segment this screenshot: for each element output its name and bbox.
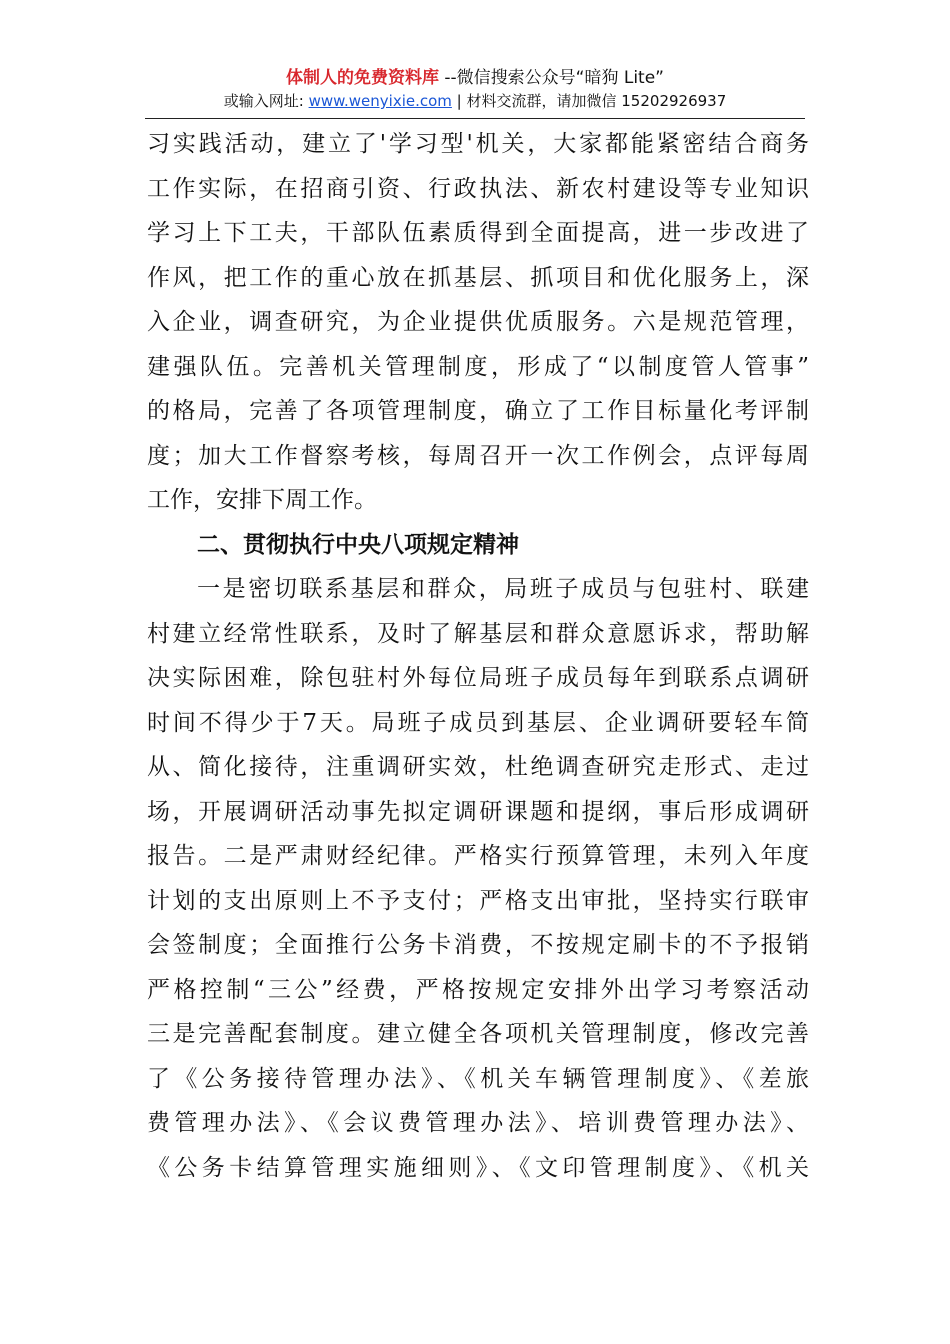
- text-line: 村建立经常性联系，及时了解基层和群众意愿诉求，帮助解: [147, 620, 809, 647]
- header-divider: [145, 118, 805, 119]
- text-line: 工作实际，在招商引资、行政执法、新农村建设等专业知识: [147, 175, 809, 202]
- text-line: 费管理办法》、《会议费管理办法》、培训费管理办法》、: [147, 1110, 809, 1136]
- header-wechat-info: | 材料交流群，请加微信 15202926937: [451, 92, 727, 110]
- text-line: 报告。二是严肃财经纪律。严格实行预算管理，未列入年度: [147, 843, 809, 869]
- text-line: 一是密切联系基层和群众，局班子成员与包驻村、联建: [197, 576, 809, 602]
- text-line: 计划的支出原则上不予支付；严格支出审批，坚持实行联审: [147, 887, 809, 914]
- header-promo-line: [145, 66, 805, 90]
- text-line: 建强队伍。完善机关管理制度，形成了“以制度管人管事”: [147, 353, 809, 380]
- section-heading: 二、贯彻执行中央八项规定精神: [197, 531, 519, 558]
- text-line: 工作，安排下周工作。: [147, 487, 377, 513]
- document-body: [147, 122, 809, 1190]
- paragraph-work-style: [147, 122, 809, 523]
- text-line: 作风，把工作的重心放在抓基层、抓项目和优化服务上，深: [147, 264, 809, 291]
- header-contact-line: [145, 90, 805, 112]
- header-url-link[interactable]: www.wenyixie.com: [308, 92, 452, 110]
- text-line: 时间不得少于7天。局班子成员到基层、企业调研要轻车简: [147, 709, 809, 736]
- text-line: 入企业，调查研究，为企业提供优质服务。六是规范管理，: [147, 309, 809, 335]
- text-line: 了《公务接待管理办法》、《机关车辆管理制度》、《差旅: [147, 1065, 809, 1092]
- header-url-prefix: 或输入网址:: [223, 92, 309, 110]
- header-tagline: --微信搜索公众号“暗狗 Lite”: [438, 68, 664, 88]
- paragraph-eight-rules: [147, 567, 809, 1190]
- page-header: [145, 66, 805, 112]
- header-brand: 体制人的免费资料库: [285, 68, 439, 88]
- text-line: 度；加大工作督察考核，每周召开一次工作例会，点评每周: [147, 442, 809, 469]
- text-line: 习实践活动，建立了'学习型'机关，大家都能紧密结合商务: [147, 131, 809, 157]
- text-line: 决实际困难，除包驻村外每位局班子成员每年到联系点调研: [147, 665, 809, 691]
- text-line: 学习上下工夫，干部队伍素质得到全面提高，进一步改进了: [147, 220, 809, 246]
- text-line: 会签制度；全面推行公务卡消费，不按规定刷卡的不予报销: [147, 932, 809, 958]
- text-line: 《公务卡结算管理实施细则》、《文印管理制度》、《机关: [147, 1154, 809, 1181]
- text-line: 严格控制“三公”经费，严格按规定安排外出学习考察活动: [147, 976, 809, 1003]
- text-line: 场，开展调研活动事先拟定调研课题和提纲，事后形成调研: [147, 798, 809, 825]
- text-line: 的格局，完善了各项管理制度，确立了工作目标量化考评制: [147, 398, 809, 424]
- text-line: 三是完善配套制度。建立健全各项机关管理制度，修改完善: [147, 1021, 809, 1047]
- text-line: 从、简化接待，注重调研实效，杜绝调查研究走形式、走过: [147, 754, 809, 780]
